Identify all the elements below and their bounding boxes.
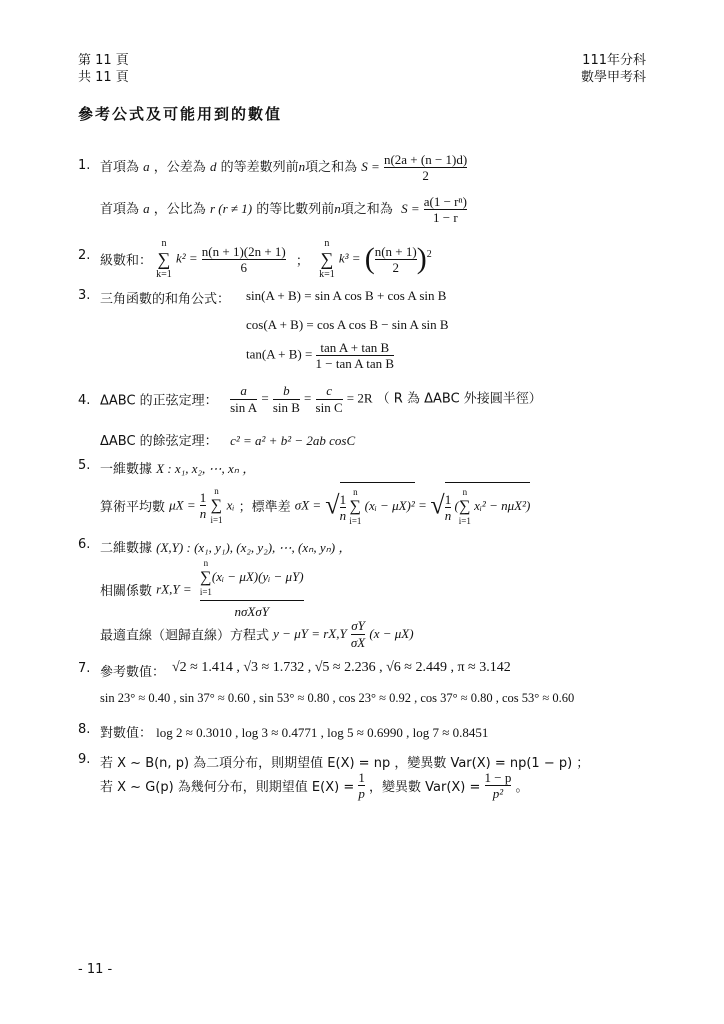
item-2-number: 2.: [78, 248, 91, 263]
geometric-distribution: 若 X ~ G(p) 為幾何分布，則期望值 E(X) = $\frac{1}{p}$ ，變異數 Var(X) = $\frac{1 - p}{\text{p²}}$ 。: [100, 770, 529, 801]
item-1a-formula: 首項為 a ，公差為 d 的等差數列前n項之和為 S = $\frac{n(2a + (n - 1)d)}{2}$: [100, 152, 468, 183]
page-footer: - 11 -: [78, 962, 113, 977]
item-4-number: 4.: [78, 393, 91, 408]
law-of-cosines: ΔABC 的餘弦定理： c² = a² + b² − 2ab cosC: [100, 433, 356, 449]
sine-sum-formula: sin(A + B) = sin A cos B + cos A sin B: [246, 288, 447, 303]
page-number-label: 第 11 頁: [78, 53, 129, 68]
one-dim-data: 一維數據 X : x₁, x₂, ⋯, xₙ ，: [100, 461, 256, 477]
item-6-number: 6.: [78, 537, 91, 552]
trig-values: sin 23° ≈ 0.40 , sin 37° ≈ 0.60 , sin 53° ≈ 0.80 , cos 23° ≈ 0.92 , cos 37° ≈ 0.80 , cos 53° ≈ 0.60: [100, 691, 575, 705]
item-3-label: 三角函數的和角公式：: [100, 292, 231, 307]
item-5-number: 5.: [78, 458, 91, 473]
log-values: 對數值： log 2 ≈ 0.3010 , log 3 ≈ 0.4771 , log 5 ≈ 0.6990 , log 7 ≈ 0.8451: [100, 725, 489, 741]
binomial-distribution: 若 X ~ B(n, p) 為二項分布，則期望值 E(X) = np ，變異數 Var(X) = np(1 − p) ；: [100, 756, 590, 771]
cosine-sum-formula: cos(A + B) = cos A cos B − sin A sin B: [246, 317, 449, 332]
exam-year-label: 111年分科: [582, 53, 646, 68]
regression-line-formula: 最適直線（迴歸直線）方程式 $y - \mu Y = rX,Y \frac{\sigma Y}{\sigma X}$ (x − μX): [100, 618, 414, 650]
item-8-number: 8.: [78, 722, 91, 737]
mean-and-sd-formula: 算術平均數 μX = $\frac{1}{n}$ n ∑ i=1 xᵢ ；標準差 σX = √ $\frac{1}{n}$ n ∑ i=1 (xᵢ − μX)² = √ $\frac{1}{n}$ ( n ∑ i=1 xᵢ² − nμX²): [100, 482, 530, 529]
item-2-formula: 級數和： n ∑ k=1 k² = $\frac{n(n + 1)(2n + 1)}{6}$ ； n ∑ k=1 k³ = ( $\frac{n(n + 1)}{2}$ )$^2$: [100, 238, 432, 280]
root-and-pi-values: √2 ≈ 1.414 , √3 ≈ 1.732 , √5 ≈ 2.236 , √6 ≈ 2.449 , π ≈ 3.142: [172, 660, 511, 675]
item-1-number: 1.: [78, 158, 91, 173]
total-pages-label: 共 11 頁: [78, 70, 129, 85]
item-9-number: 9.: [78, 752, 91, 767]
two-dim-data: 二維數據 (X,Y) : (x₁, y₁), (x₂, y₂), ⋯, (xₙ, yₙ) ，: [100, 540, 352, 556]
correlation-coefficient-formula: 相關係數 rX,Y = n ∑ i=1 (xᵢ − μX)(yᵢ − μY) nσXσY: [100, 556, 304, 623]
exam-subject-label: 數學甲考科: [580, 70, 646, 85]
item-7-number: 7.: [78, 661, 91, 676]
law-of-sines: ΔABC 的正弦定理： $\frac{a}{\text{sin A}}$ = $\frac{b}{\text{sin B}}$ = $\frac{c}{\text{sin C}}$ = 2R （ R 為 ΔABC 外接圓半徑）: [100, 383, 542, 415]
item-3-number: 3.: [78, 288, 91, 303]
page-title: 參考公式及可能用到的數值: [78, 105, 283, 123]
tangent-sum-formula: tan(A + B) = $\frac{\text{tan A + tan B}}{\text{1 − tan A tan B}}$: [246, 340, 395, 371]
item-7-label: 參考數值：: [100, 665, 166, 680]
item-1b-formula: 首項為 a ，公比為 r (r ≠ 1) 的等比數列前n項之和為 S = $\frac{\text{a(1 − rⁿ)}}{1 - r}$: [100, 194, 467, 225]
